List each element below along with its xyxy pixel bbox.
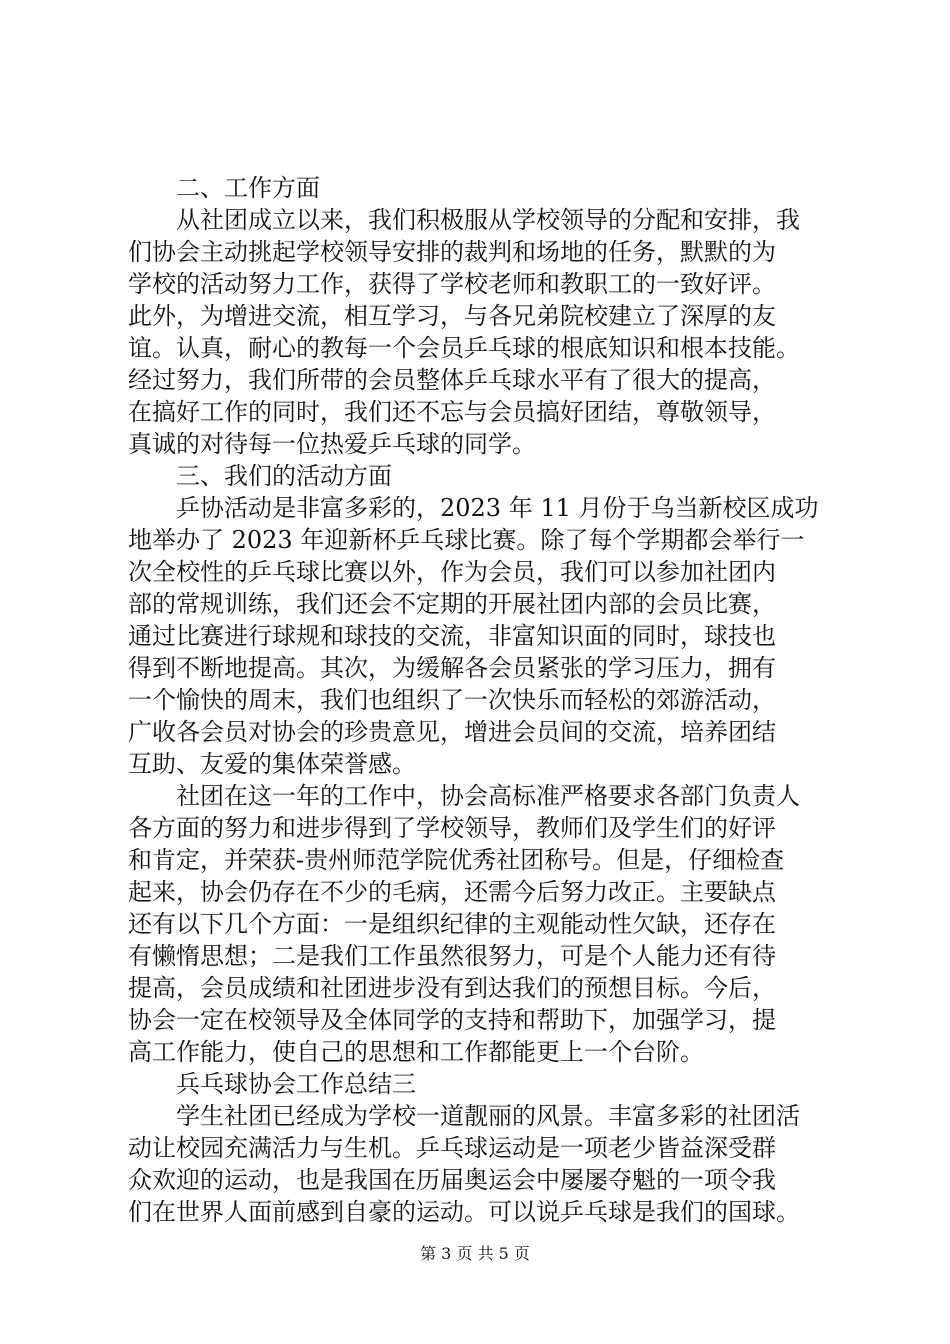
text-line: 次全校性的乒乓球比赛以外，作为会员，我们可以参加社团内 <box>128 558 776 586</box>
text-line: 学生社团已经成为学校一道靓丽的风景。丰富多彩的社团活 <box>176 1102 800 1130</box>
text-line: 真诚的对待每一位热爱乒乓球的同学。 <box>128 430 536 458</box>
text-line: 还有以下几个方面：一是组织纪律的主观能动性欠缺，还存在 <box>128 910 776 938</box>
text-line: 起来，协会仍存在不少的毛病，还需今后努力改正。主要缺点 <box>128 878 776 906</box>
text-line: 学校的活动努力工作，获得了学校老师和教职工的一致好评。 <box>128 270 776 298</box>
document-body <box>128 172 840 1228</box>
text-line: 提高，会员成绩和社团进步没有到达我们的预想目标。今后， <box>128 974 776 1002</box>
text-line: 兵乓球协会工作总结三 <box>176 1070 416 1098</box>
text-line: 二、工作方面 <box>176 174 320 202</box>
text-line: 众欢迎的运动，也是我国在历届奥运会中屡屡夺魁的一项令我 <box>128 1166 776 1194</box>
text-line: 乒协活动是非富多彩的，2023 年 11 月份于乌当新校区成功 <box>176 494 819 522</box>
text-line: 互助、友爱的集体荣誉感。 <box>128 750 416 778</box>
text-line: 此外，为增进交流，相互学习，与各兄弟院校建立了深厚的友 <box>128 302 776 330</box>
text-line: 各方面的努力和进步得到了学校领导，教师们及学生们的好评 <box>128 814 776 842</box>
text-line: 地举办了 2023 年迎新杯乒乓球比赛。除了每个学期都会举行一 <box>128 526 805 554</box>
text-line: 一个愉快的周末，我们也组织了一次快乐而轻松的郊游活动， <box>128 686 776 714</box>
text-line: 部的常规训练，我们还会不定期的开展社团内部的会员比赛， <box>128 590 776 618</box>
text-line: 得到不断地提高。其次，为缓解各会员紧张的学习压力，拥有 <box>128 654 776 682</box>
page-footer: 第 3 页 共 5 页 <box>420 1244 530 1263</box>
text-line: 和肯定，并荣获-贵州师范学院优秀社团称号。但是，仔细检查 <box>128 846 785 874</box>
text-line: 高工作能力，使自己的思想和工作都能更上一个台阶。 <box>128 1038 704 1066</box>
text-line: 社团在这一年的工作中，协会高标准严格要求各部门负责人 <box>176 782 800 810</box>
text-line: 经过努力，我们所带的会员整体乒乓球水平有了很大的提高， <box>128 366 776 394</box>
text-line: 在搞好工作的同时，我们还不忘与会员搞好团结，尊敬领导， <box>128 398 776 426</box>
text-line: 通过比赛进行球规和球技的交流，非富知识面的同时，球技也 <box>128 622 776 650</box>
text-line: 广收各会员对协会的珍贵意见，增进会员间的交流，培养团结 <box>128 718 776 746</box>
text-line: 动让校园充满活力与生机。乒乓球运动是一项老少皆益深受群 <box>128 1134 776 1162</box>
text-line: 协会一定在校领导及全体同学的支持和帮助下，加强学习，提 <box>128 1006 776 1034</box>
text-line: 从社团成立以来，我们积极服从学校领导的分配和安排，我 <box>176 206 800 234</box>
text-line: 们协会主动挑起学校领导安排的裁判和场地的任务，默默的为 <box>128 238 776 266</box>
text-line: 三、我们的活动方面 <box>176 462 392 490</box>
text-line: 谊。认真，耐心的教每一个会员乒乓球的根底知识和根本技能。 <box>128 334 800 362</box>
text-line: 有懒惰思想；二是我们工作虽然很努力，可是个人能力还有待 <box>128 942 776 970</box>
text-line: 们在世界人面前感到自豪的运动。可以说乒乓球是我们的国球。 <box>128 1198 800 1226</box>
